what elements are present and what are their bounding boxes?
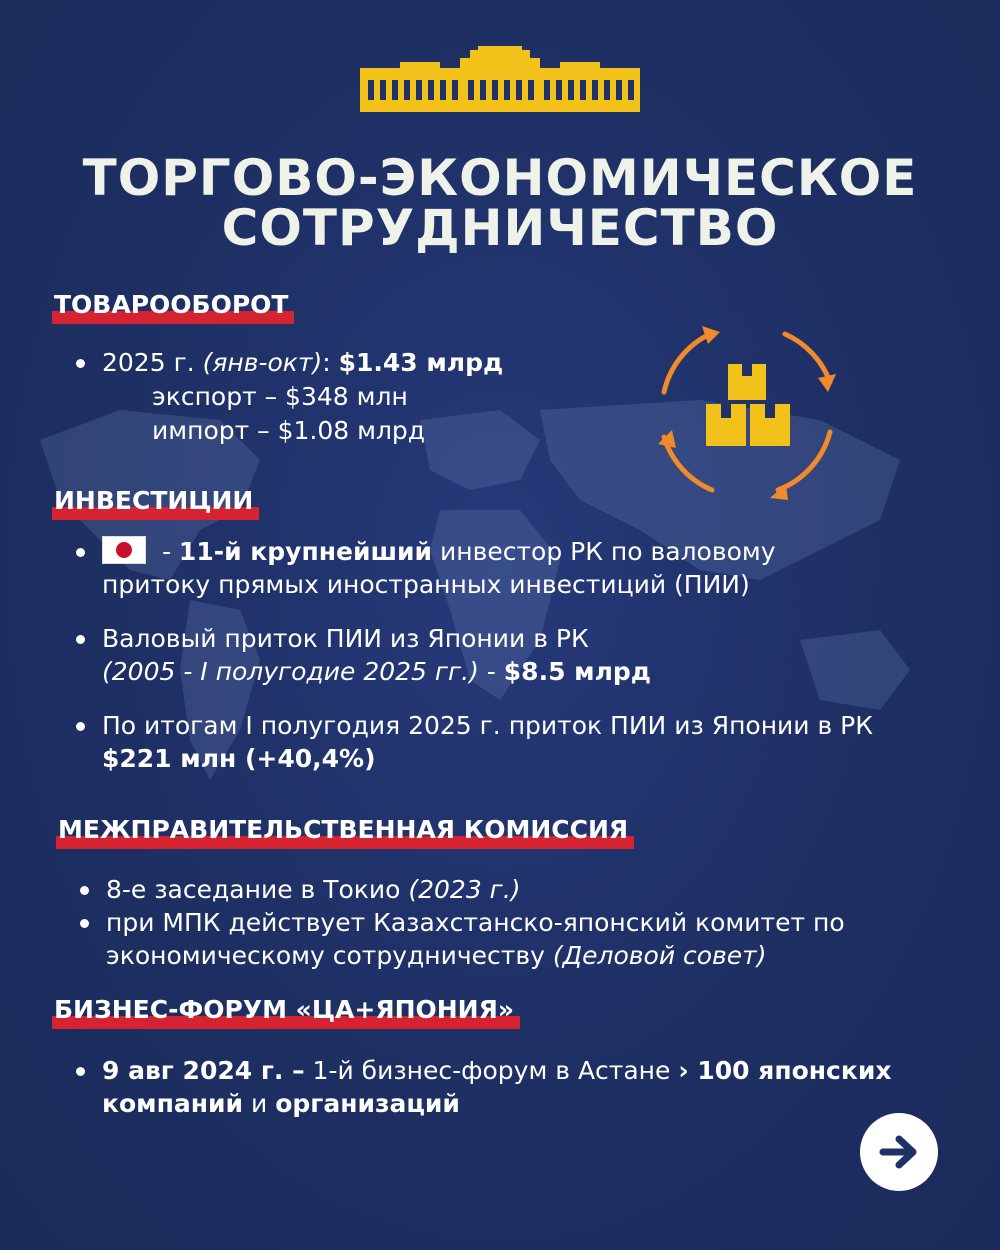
bullet-dot	[76, 359, 85, 368]
forum-item-1: 9 авг 2024 г. – 1-й бизнес-форум в Астане › 100 японских	[102, 1054, 891, 1087]
bullet-dot	[80, 919, 89, 928]
trade-import: импорт – $1.08 млрд	[152, 416, 426, 445]
section-heading-commission: МЕЖПРАВИТЕЛЬСТВЕННАЯ КОМИССИЯ	[56, 815, 634, 845]
building-icon	[360, 44, 640, 112]
bullet-dot	[76, 722, 85, 731]
trade-export: экспорт – $348 млн	[152, 382, 408, 411]
investments-item-1-line2: притоку прямых иностранных инвестиций (ПИИ)	[102, 570, 750, 599]
arrow-right-icon	[879, 1135, 919, 1169]
forum-item-1-line2: компаний и организаций	[102, 1089, 460, 1118]
next-button[interactable]	[860, 1113, 938, 1191]
investments-item-2: Валовый приток ПИИ из Японии в РК	[102, 622, 589, 655]
bullet-dot	[76, 1067, 85, 1076]
page-title-line2: СОТРУДНИЧЕСТВО	[221, 199, 779, 257]
section-heading-trade: ТОВАРООБОРОТ	[52, 290, 294, 320]
bullet-dot	[76, 548, 85, 557]
section-heading-forum: БИЗНЕС-ФОРУМ «ЦА+ЯПОНИЯ»	[52, 995, 520, 1025]
page-title-line1: ТОРГОВО-ЭКОНОМИЧЕСКОЕ	[82, 149, 918, 207]
boxes-cycle-icon	[650, 312, 845, 507]
commission-item-2-line2: экономическому сотрудничеству (Деловой совет)	[106, 941, 767, 970]
commission-item-1: 8-е заседание в Токио (2023 г.)	[106, 873, 521, 906]
investments-item-2-line2: (2005 - I полугодие 2025 гг.) - $8.5 млрд	[102, 657, 651, 686]
japan-flag-icon	[102, 536, 146, 564]
bullet-dot	[80, 886, 89, 895]
investments-item-3: По итогам I полугодия 2025 г. приток ПИИ из Японии в РК	[102, 709, 873, 742]
section-heading-investments: ИНВЕСТИЦИИ	[52, 486, 259, 516]
bullet-dot	[76, 635, 85, 644]
trade-total: 2025 г. (янв-окт): $1.43 млрд	[102, 346, 503, 379]
commission-item-2: при МПК действует Казахстанско-японский комитет по	[106, 906, 845, 939]
investments-item-3-value: $221 млн (+40,4%)	[102, 744, 376, 773]
investments-item-1: - 11-й крупнейший инвестор РК по валовому	[102, 535, 776, 568]
